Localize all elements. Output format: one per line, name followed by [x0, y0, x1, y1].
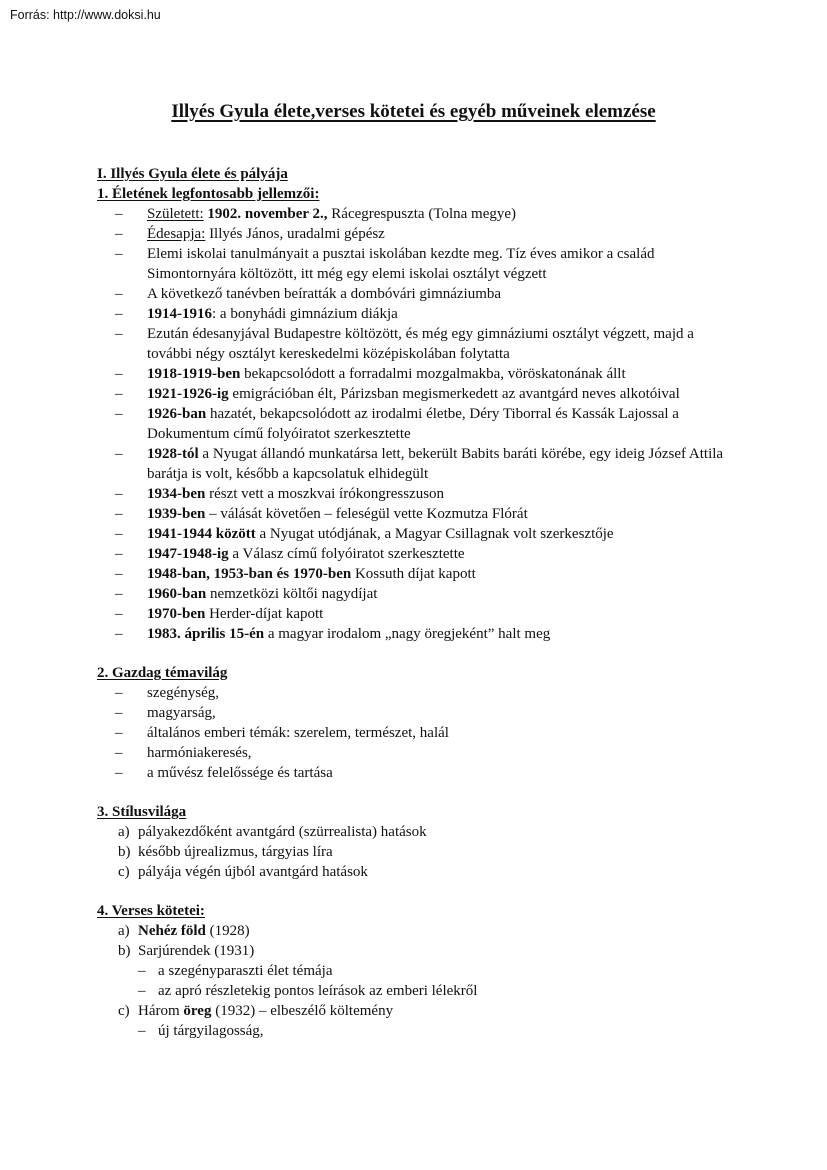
dash-list-item — [97, 384, 740, 404]
dash-marker: – — [115, 326, 123, 342]
dash-marker: – — [115, 446, 123, 462]
item-text: később újrealizmus, tárgyias líra — [138, 844, 333, 860]
dash-marker: – — [115, 506, 123, 522]
dash-list-item — [97, 364, 740, 384]
dash-marker: – — [115, 226, 123, 242]
dash-marker: – — [115, 705, 123, 721]
letter-list-item — [97, 862, 740, 882]
dash-list-item — [97, 743, 740, 763]
item-text: 1983. április 15-én a magyar irodalom „nagy öregjeként” halt meg — [147, 626, 551, 642]
section-heading — [97, 663, 740, 683]
item-text: Három öreg (1932) – elbeszélő költemény — [138, 1003, 394, 1019]
dash-marker: – — [115, 406, 123, 422]
section-heading — [97, 901, 740, 921]
item-text: Ezután édesanyjával Budapestre költözött, és még egy gimnáziumi osztályt végzett, majd a további négy osztályt kereskedelmi középiskolában folytatta — [147, 326, 694, 362]
item-text: Született: 1902. november 2., Rácegrespuszta (Tolna megye) — [147, 206, 516, 222]
item-text: Édesapja: Illyés János, uradalmi gépész — [147, 226, 385, 242]
item-text: A következő tanévben beíratták a dombóvári gimnáziumba — [147, 286, 502, 302]
dash-marker: – — [115, 286, 123, 302]
dash-list-item — [97, 584, 740, 604]
letter-list-item — [97, 1001, 740, 1021]
item-text: általános emberi témák: szerelem, természet, halál — [147, 725, 449, 741]
dash-list-item — [97, 1021, 740, 1041]
item-text: 1934-ben részt vett a moszkvai írókongresszuson — [147, 486, 445, 502]
item-text: 1939-ben – válását követően – feleségül vette Kozmutza Flórát — [147, 506, 528, 522]
dash-list-item — [97, 484, 740, 504]
dash-marker: – — [115, 386, 123, 402]
dash-marker: – — [115, 486, 123, 502]
dash-list-item — [97, 504, 740, 524]
dash-list-item — [97, 524, 740, 544]
dash-marker: – — [115, 566, 123, 582]
letter-marker: b) — [118, 844, 131, 860]
dash-marker: – — [115, 246, 123, 262]
dash-marker: – — [115, 306, 123, 322]
dash-marker: – — [115, 626, 123, 642]
dash-marker: – — [138, 983, 146, 999]
section-heading-text: 4. Verses kötetei: — [97, 903, 205, 919]
item-text: 1928-tól a Nyugat állandó munkatársa lett, bekerült Babits baráti körébe, egy ideig József Attila barátja is volt, később a kapcsolatuk elhidegült — [147, 446, 724, 482]
dash-marker: – — [115, 546, 123, 562]
item-text: 1921-1926-ig emigrációban élt, Párizsban megismerkedett az avantgárd neves alkotóival — [147, 386, 680, 402]
letter-list-item — [97, 941, 740, 961]
item-text: magyarság, — [147, 705, 216, 721]
item-text: az apró részletekig pontos leírások az emberi lélekről — [158, 983, 478, 999]
source-label: Forrás: http://www.doksi.hu — [10, 8, 161, 22]
item-text: új tárgyilagosság, — [158, 1023, 264, 1039]
dash-marker: – — [115, 685, 123, 701]
item-text: 1947-1948-ig a Válasz című folyóiratot szerkesztette — [147, 546, 465, 562]
dash-list-item — [97, 404, 740, 444]
section-3 — [97, 802, 740, 882]
dash-list-item — [97, 624, 740, 644]
dash-list-item — [97, 284, 740, 304]
dash-list-item — [97, 224, 740, 244]
section-4 — [97, 901, 740, 1041]
letter-list-item — [97, 842, 740, 862]
section-2 — [97, 663, 740, 783]
item-text: 1914-1916: a bonyhádi gimnázium diákja — [147, 306, 398, 322]
section-heading-text: 2. Gazdag témavilág — [97, 665, 228, 681]
dash-list-item — [97, 304, 740, 324]
section-heading — [97, 802, 740, 822]
dash-marker: – — [115, 725, 123, 741]
dash-marker: – — [115, 366, 123, 382]
section-heading — [97, 184, 740, 204]
dash-list-item — [97, 324, 740, 364]
document-content — [97, 164, 740, 1041]
dash-list-item — [97, 763, 740, 783]
item-text: 1970-ben Herder-díjat kapott — [147, 606, 324, 622]
dash-list-item — [97, 723, 740, 743]
section-heading-text: I. Illyés Gyula élete és pályája — [97, 166, 288, 182]
section-heading-text: 1. Életének legfontosabb jellemzői: — [97, 186, 320, 202]
dash-list-item — [97, 244, 740, 284]
dash-list-item — [97, 961, 740, 981]
letter-list-item — [97, 921, 740, 941]
dash-list-item — [97, 703, 740, 723]
item-text: Sarjúrendek (1931) — [138, 943, 255, 959]
letter-marker: c) — [118, 1003, 130, 1019]
dash-marker: – — [115, 745, 123, 761]
item-text: 1948-ban, 1953-ban és 1970-ben Kossuth díjat kapott — [147, 566, 476, 582]
item-text: 1918-1919-ben bekapcsolódott a forradalmi mozgalmakba, vöröskatonának állt — [147, 366, 626, 382]
dash-list-item — [97, 604, 740, 624]
letter-list-item — [97, 822, 740, 842]
letter-marker: c) — [118, 864, 130, 880]
item-text: pályája végén újból avantgárd hatások — [138, 864, 368, 880]
dash-marker: – — [115, 606, 123, 622]
page-title-text: Illyés Gyula élete,verses kötetei és egyéb műveinek elemzése — [171, 101, 656, 122]
item-text: Nehéz föld (1928) — [138, 923, 250, 939]
item-text: pályakezdőként avantgárd (szürrealista) hatások — [138, 824, 427, 840]
letter-marker: a) — [118, 923, 130, 939]
item-text: 1960-ban nemzetközi költői nagydíjat — [147, 586, 378, 602]
letter-marker: a) — [118, 824, 130, 840]
item-text: a művész felelőssége és tartása — [147, 765, 333, 781]
item-text: harmóniakeresés, — [147, 745, 252, 761]
section-heading-text: 3. Stílusvilága — [97, 804, 187, 820]
item-text: 1926-ban hazatét, bekapcsolódott az irodalmi életbe, Déry Tiborral és Kassák Lajossal a Dokumentum című folyóiratot szerkesztette — [147, 406, 679, 442]
dash-list-item — [97, 204, 740, 224]
dash-list-item — [97, 683, 740, 703]
section-1 — [97, 164, 740, 644]
item-text: Elemi iskolai tanulmányait a pusztai iskolában kezdte meg. Tíz éves amikor a család Simontornyára költözött, itt még egy elemi iskolai osztályt végzett — [147, 246, 655, 282]
dash-list-item — [97, 564, 740, 584]
dash-marker: – — [115, 526, 123, 542]
letter-marker: b) — [118, 943, 131, 959]
section-heading — [97, 164, 740, 184]
dash-list-item — [97, 544, 740, 564]
item-text: szegénység, — [147, 685, 220, 701]
dash-marker: – — [138, 1023, 146, 1039]
dash-marker: – — [115, 206, 123, 222]
dash-list-item — [97, 981, 740, 1001]
item-text: a szegényparaszti élet témája — [158, 963, 333, 979]
dash-marker: – — [138, 963, 146, 979]
dash-marker: – — [115, 765, 123, 781]
item-text: 1941-1944 között a Nyugat utódjának, a Magyar Csillagnak volt szerkesztője — [147, 526, 614, 542]
dash-marker: – — [115, 586, 123, 602]
dash-list-item — [97, 444, 740, 484]
